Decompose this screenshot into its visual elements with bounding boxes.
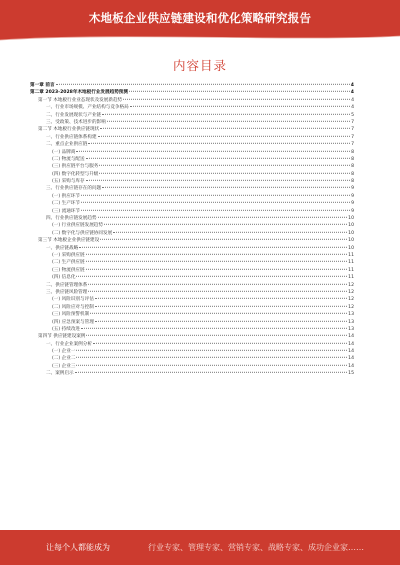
toc-dot-leader [102, 113, 350, 114]
toc-dot-leader [95, 320, 347, 321]
table-of-contents [30, 82, 354, 378]
toc-entry[interactable] [30, 363, 354, 370]
toc-entry-label: 一、行业市场规模、产业结构与竞争格局 [46, 105, 129, 111]
toc-dot-leader [86, 269, 348, 270]
toc-entry[interactable] [30, 134, 354, 141]
toc-dot-leader [99, 165, 350, 166]
toc-entry[interactable] [30, 82, 354, 89]
toc-entry-label: (三) 流通环节 [52, 208, 81, 214]
toc-dot-leader [95, 306, 347, 307]
toc-entry-label: 第一节 木地板行业业态现状及发展新趋势 [38, 97, 123, 103]
toc-entry[interactable] [30, 185, 354, 192]
toc-dot-leader [100, 239, 347, 240]
footer-tagline: 行业专家、管理专家、营销专家、战略专家、成功企业家…… [148, 543, 364, 552]
toc-entry[interactable] [30, 126, 354, 133]
toc-entry-page: 8 [351, 164, 354, 170]
toc-entry-page: 8 [351, 149, 354, 155]
toc-entry-page: 10 [348, 223, 354, 229]
toc-dot-leader [100, 128, 350, 129]
toc-entry-page: 15 [348, 371, 354, 377]
toc-entry-label: 三、受政策、技术进步的影响 [46, 119, 106, 125]
toc-dot-leader [95, 298, 347, 299]
toc-entry-label: (二) 生产供应链 [52, 260, 85, 266]
footer-slogan: 让每个人都能成为 [46, 543, 110, 552]
toc-entry-label: (二) 物流与配送 [52, 156, 85, 162]
toc-dot-leader [93, 342, 347, 343]
toc-entry-label: 第四节 供应链建设案例 [38, 334, 86, 340]
toc-dot-leader [88, 291, 347, 292]
toc-entry-page: 7 [351, 119, 354, 125]
toc-entry[interactable] [30, 370, 354, 377]
toc-entry-page: 10 [348, 216, 354, 222]
toc-entry-page: 8 [351, 171, 354, 177]
toc-entry-label: (四) 数字化转型与升级 [52, 171, 99, 177]
toc-entry[interactable] [30, 319, 354, 326]
toc-entry-label: 一、行业企业案例分析 [46, 341, 92, 347]
toc-entry-label: (五) 持续改进 [52, 326, 81, 332]
toc-entry-label: 二、供应链管理体系 [46, 282, 88, 288]
toc-entry[interactable] [30, 333, 354, 340]
toc-entry[interactable] [30, 274, 354, 281]
toc-entry[interactable] [30, 237, 354, 244]
toc-entry[interactable] [30, 289, 354, 296]
toc-entry-label: 一、行业供应链体系构建 [46, 134, 97, 140]
toc-entry[interactable] [30, 230, 354, 237]
toc-entry-label: 二、行业发展现状与产业链 [46, 112, 102, 118]
toc-entry[interactable] [30, 141, 354, 148]
toc-entry-page: 4 [351, 105, 354, 111]
toc-entry-page: 13 [348, 326, 354, 332]
toc-entry-label: (二) 风险应对与控制 [52, 304, 94, 310]
toc-entry-page: 9 [351, 208, 354, 214]
toc-dot-leader [102, 187, 350, 188]
toc-dot-leader [81, 202, 350, 203]
toc-entry-label: 第二节 木地板行业供应链现状 [38, 127, 100, 133]
toc-entry-label: (三) 供应链平台与服务 [52, 164, 99, 170]
toc-entry-page: 12 [348, 297, 354, 303]
toc-entry-label: 三、供应链风险管理 [46, 289, 88, 295]
toc-dot-leader [104, 224, 347, 225]
toc-entry-page: 8 [351, 179, 354, 185]
toc-entry[interactable] [30, 112, 354, 119]
toc-entry-label: 第一章 前言 [30, 83, 55, 88]
toc-entry-page: 11 [348, 260, 354, 266]
toc-dot-leader [107, 121, 350, 122]
toc-entry[interactable] [30, 89, 354, 96]
toc-entry[interactable] [30, 104, 354, 111]
toc-dot-leader [86, 180, 350, 181]
toc-dot-leader [86, 158, 350, 159]
toc-entry-page: 7 [351, 127, 354, 133]
toc-dot-leader [123, 99, 350, 100]
toc-dot-leader [88, 283, 347, 284]
toc-entry-label: 第三节 木地板企业供应链建设 [38, 238, 100, 244]
toc-entry-label: 一、供应链战略 [46, 245, 79, 251]
toc-entry-label: (一) 企业一 [52, 349, 76, 355]
toc-entry-page: 9 [351, 186, 354, 192]
toc-entry-page: 10 [348, 238, 354, 244]
report-title: 木地板企业供应链建设和优化策略研究报告 [88, 11, 312, 25]
toc-entry-page: 7 [351, 142, 354, 148]
toc-entry[interactable] [30, 215, 354, 222]
footer-banner [0, 530, 400, 565]
toc-entry-label: (二) 生产环节 [52, 201, 81, 207]
toc-entry-page: 4 [350, 83, 354, 88]
toc-entry-label: 三、行业供应链存在的问题 [46, 186, 102, 192]
toc-entry[interactable] [30, 252, 354, 259]
toc-entry[interactable] [30, 119, 354, 126]
toc-entry-page: 11 [348, 275, 354, 281]
toc-entry[interactable] [30, 304, 354, 311]
toc-entry-label: 四、行业供应链发展趋势 [46, 216, 97, 222]
toc-entry-label: (四) 信息化 [52, 275, 76, 281]
toc-entry-label: (三) 企业三 [52, 363, 76, 369]
toc-entry-label: 第二章 2023-2028年木地板行业发展趋势预测 [30, 90, 128, 96]
toc-entry-page: 11 [348, 252, 354, 258]
toc-dot-leader [79, 246, 347, 247]
toc-entry-label: (一) 风险识别与评估 [52, 297, 94, 303]
toc-entry-page: 4 [351, 97, 354, 103]
toc-entry-page: 11 [348, 267, 354, 273]
toc-dot-leader [81, 195, 350, 196]
toc-entry[interactable] [30, 282, 354, 289]
toc-entry-page: 12 [348, 289, 354, 295]
toc-entry-page: 14 [348, 363, 354, 369]
toc-dot-leader [76, 150, 350, 151]
toc-entry-page: 14 [348, 356, 354, 362]
toc-entry-label: (二) 企业二 [52, 356, 76, 362]
toc-entry[interactable] [30, 208, 354, 215]
toc-dot-leader [98, 217, 348, 218]
toc-entry-page: 14 [348, 341, 354, 347]
toc-entry-page: 13 [348, 312, 354, 318]
toc-dot-leader [113, 232, 347, 233]
toc-entry[interactable] [30, 222, 354, 229]
toc-entry[interactable] [30, 200, 354, 207]
toc-entry-label: 二、重点企业供应链 [46, 142, 88, 148]
toc-entry[interactable] [30, 311, 354, 318]
toc-entry[interactable] [30, 171, 354, 178]
toc-dot-leader [76, 350, 347, 351]
toc-dot-leader [76, 276, 347, 277]
report-header-banner [0, 0, 400, 36]
toc-entry[interactable] [30, 163, 354, 170]
toc-dot-leader [76, 357, 347, 358]
toc-dot-leader [98, 136, 351, 137]
toc-dot-leader [130, 106, 350, 107]
toc-entry[interactable] [30, 193, 354, 200]
toc-dot-leader [56, 84, 350, 85]
toc-entry[interactable] [30, 267, 354, 274]
toc-dot-leader [86, 261, 348, 262]
toc-entry-page: 5 [351, 112, 354, 118]
toc-entry-page: 12 [348, 304, 354, 310]
toc-entry-page: 7 [351, 134, 354, 140]
toc-dot-leader [81, 328, 347, 329]
toc-entry-page: 10 [348, 230, 354, 236]
toc-entry-page: 9 [351, 201, 354, 207]
toc-entry-label: (一) 品牌商 [52, 149, 76, 155]
toc-entry-page: 10 [348, 245, 354, 251]
toc-dot-leader [99, 172, 350, 173]
toc-entry-page: 13 [348, 319, 354, 325]
toc-dot-leader [129, 91, 350, 92]
toc-entry[interactable] [30, 296, 354, 303]
toc-entry-label: (一) 行业供应链发展趋势 [52, 223, 103, 229]
toc-entry-page: 12 [348, 282, 354, 288]
toc-entry-page: 4 [350, 90, 354, 96]
toc-dot-leader [75, 372, 348, 373]
toc-entry-page: 14 [348, 349, 354, 355]
toc-entry-label: (四) 应急预案与管理 [52, 319, 94, 325]
toc-entry[interactable] [30, 245, 354, 252]
toc-entry[interactable] [30, 178, 354, 185]
toc-dot-leader [90, 313, 347, 314]
toc-entry-page: 8 [351, 156, 354, 162]
toc-entry[interactable] [30, 259, 354, 266]
toc-entry-label: (三) 物流供应链 [52, 267, 85, 273]
toc-entry-label: 二、案例启示 [46, 371, 74, 377]
toc-heading: 内容目录 [172, 58, 227, 73]
toc-entry-label: (三) 风险预警机制 [52, 312, 90, 318]
toc-dot-leader [76, 365, 347, 366]
toc-dot-leader [86, 254, 348, 255]
toc-entry[interactable] [30, 355, 354, 362]
toc-entry[interactable] [30, 341, 354, 348]
toc-entry[interactable] [30, 326, 354, 333]
toc-dot-leader [86, 335, 347, 336]
toc-entry-label: (五) 采购与库存 [52, 179, 85, 185]
toc-entry[interactable] [30, 149, 354, 156]
toc-entry-label: (二) 数字化与供应链协同发展 [52, 230, 113, 236]
header-swoosh-decoration [0, 30, 400, 42]
toc-entry[interactable] [30, 348, 354, 355]
toc-dot-leader [81, 209, 350, 210]
toc-entry[interactable] [30, 97, 354, 104]
toc-entry-page: 9 [351, 193, 354, 199]
toc-entry[interactable] [30, 156, 354, 163]
toc-entry-label: (一) 供应环节 [52, 193, 81, 199]
toc-entry-label: (一) 采购供应链 [52, 252, 85, 258]
toc-dot-leader [88, 143, 350, 144]
toc-entry-page: 14 [348, 334, 354, 340]
